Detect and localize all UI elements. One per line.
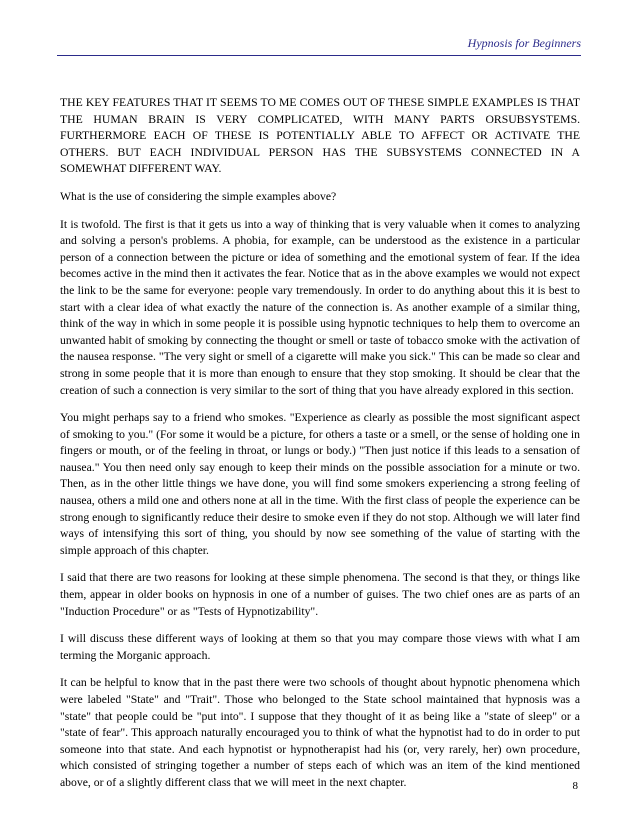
paragraph-state-trait: It can be helpful to know that in the past there were two schools of thought about hypnotic phenomena which were labeled "State" and "Trait". Those who belonged to the State school maintained that hypnosis was a "state" that people could be "put into". I suppose that they thought of it as being like a "state of sleep" or a "state of fear". This approach naturally encouraged you to think of what the hypnotist had to do in order to put someone into that state. And each hypnotist or hypnotherapist had his (or, very rarely, her) own procedure, which consisted of stringing together a number of steps each of which was an item of the kind mentioned above, or of a slightly different class that we will meet in the next chapter. [60,676,580,789]
paragraph-twofold: It is twofold. The first is that it gets us into a way of thinking that is very valuable when it comes to analyzing and solving a person's problems. A phobia, for example, can be understood as the existence in a particular person of a connection between the picture or idea of something and the emotional system of fear. If the idea becomes active in the mind then it activates the fear. Notice that as in the above examples we would not expect the link to be the same for everyone: people vary tremendously. In order to do anything about this it is best to start with a clear idea of what exactly the nature of the connection is. As another example of a similar thing, think of the way in which in some people it is possible using hypnotic techniques to help them to overcome an unwanted habit of smoking by connecting the thought or smell or taste of tobacco smoke with the activation of the nausea response. "The very sight or smell of a cigarette will make you sick." This can be made so clear and strong in some people that it is more than enough to ensure that they stop smoking. It should be clear that the creation of such a connection is very similar to the sort of thing that you have already explored in this section. [60,217,580,397]
paragraph-two-reasons: I said that there are two reasons for looking at these simple phenomena. The second is that they, or things like them, appear in older books on hypnosis in one of a number of guises. The two chief ones are as parts of an "Induction Procedure" or as "Tests of Hypnotizability". [60,571,580,618]
paragraph-discuss: I will discuss these different ways of looking at them so that you may compare those views with what I am terming the Morganic approach. [60,632,580,662]
page-number: 8 [572,780,578,792]
paragraph-question: What is the use of considering the simple examples above? [60,189,337,203]
paragraph-key-features: THE KEY FEATURES THAT IT SEEMS TO ME COMES OUT OF THESE SIMPLE EXAMPLES IS THAT THE HUMAN BRAIN IS VERY COMPLICATED, WITH MANY PARTS ORSUBSYSTEMS. FURTHERMORE EACH OF THESE IS POTENTIALLY ABLE TO AFFECT OR ACTIVATE THE OTHERS. BUT EACH INDIVIDUAL PERSON HAS THE SUBSYSTEMS CONNECTED IN A SOMEWHAT DIFFERENT WAY. [60,96,580,176]
running-header: Hypnosis for Beginners [467,36,581,50]
header-rule [57,55,581,56]
paragraph-smoker: You might perhaps say to a friend who smokes. "Experience as clearly as possible the most significant aspect of smoking to you." (For some it would be a picture, for others a taste or a smell, or the sense of holding one in fingers or mouth, or of the feeling in throat, or lungs or body.) "Then just notice if this leads to a sensation of nausea." You then need only say enough to keep their minds on the possible association for a minute or two. Then, as in the other little things we have done, you will find some smokers experiencing a strong feeling of nausea, others a mild one and others none at all in the time. With the first class of people the experience can be strong enough to significantly reduce their desire to smoke even if they do not stop. Although we will later find ways of intensifying this sort of thing, you should by now see something of the value of starting with the simple approach of this chapter. [60,411,580,557]
body-text [60,95,580,803]
